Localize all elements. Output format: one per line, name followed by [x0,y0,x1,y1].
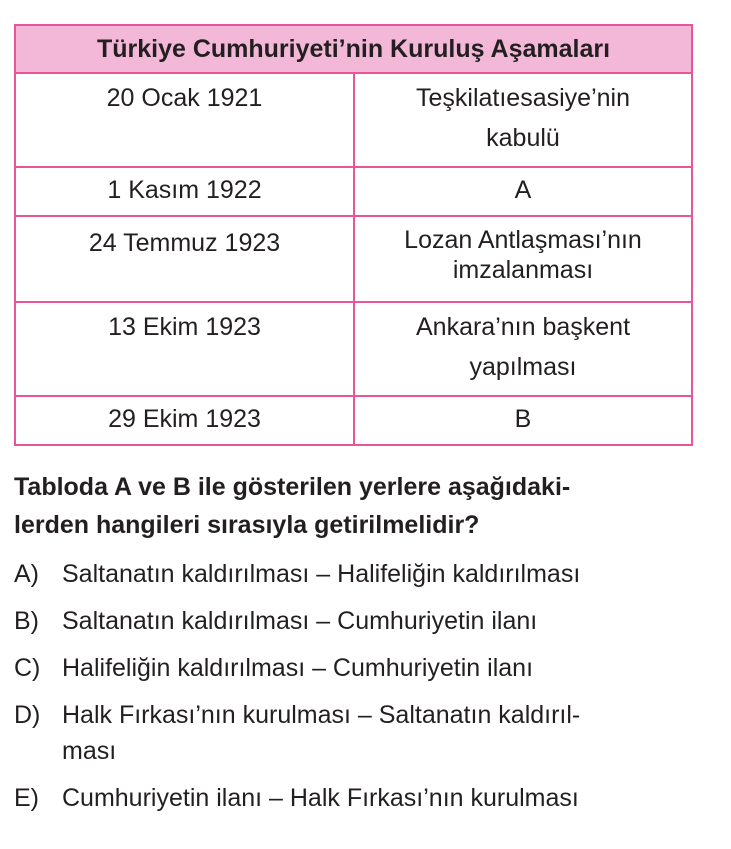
option-d[interactable] [14,697,694,769]
option-text: Cumhuriyetin ilanı – Halk Fırkası’nın kurulması [62,784,579,812]
event-cell [354,302,692,396]
option-a[interactable] [14,556,694,592]
option-text-line: Halk Fırkası’nın kurulması – Saltanatın kaldırıl- [62,701,581,729]
history-table [14,24,693,446]
date-cell: 24 Temmuz 1923 [15,216,354,302]
date-cell: 20 Ocak 1921 [15,73,354,167]
event-line: Ankara’nın başkent [415,313,631,341]
table-header-row [15,25,692,73]
table-row [15,396,692,445]
option-text: Halifeliğin kaldırılması – Cumhuriyetin ilanı [62,654,534,682]
option-text [62,697,694,769]
question-line: Tabloda A ve B ile gösterilen yerlere aşağıdaki- [14,473,571,501]
event-line: kabulü [486,124,560,152]
option-letter: D) [14,701,41,729]
date-cell: 29 Ekim 1923 [15,396,354,445]
question-text [14,468,694,544]
option-letter: E) [14,784,39,812]
event-cell [354,216,692,302]
table-row [15,167,692,216]
table-title: Türkiye Cumhuriyeti’nin Kuruluş Aşamaları [15,25,692,73]
option-c[interactable] [14,650,694,686]
table-row [15,216,692,302]
option-text: Saltanatın kaldırılması – Halifeliğin kaldırılması [62,560,581,588]
option-text-line: ması [62,737,117,765]
option-letter: C) [14,654,41,682]
event-line: Teşkilatıesasiye’nin [416,84,630,112]
event-line: yapılması [469,353,577,381]
answer-options [14,556,694,827]
option-text: Saltanatın kaldırılması – Cumhuriyetin ilanı [62,607,538,635]
option-b[interactable] [14,603,694,639]
event-placeholder-a: A [514,176,532,204]
table-row [15,302,692,396]
event-line: imzalanması [452,256,594,284]
option-e[interactable] [14,780,694,816]
event-placeholder-b: B [514,405,532,433]
option-letter: A) [14,560,39,588]
date-cell: 13 Ekim 1923 [15,302,354,396]
event-cell [354,396,692,445]
table-row [15,73,692,167]
question-line: lerden hangileri sırasıyla getirilmelidir? [14,511,480,539]
event-line: Lozan Antlaşması’nın [404,226,642,254]
event-cell [354,73,692,167]
option-letter: B) [14,607,39,635]
date-cell: 1 Kasım 1922 [15,167,354,216]
event-cell [354,167,692,216]
